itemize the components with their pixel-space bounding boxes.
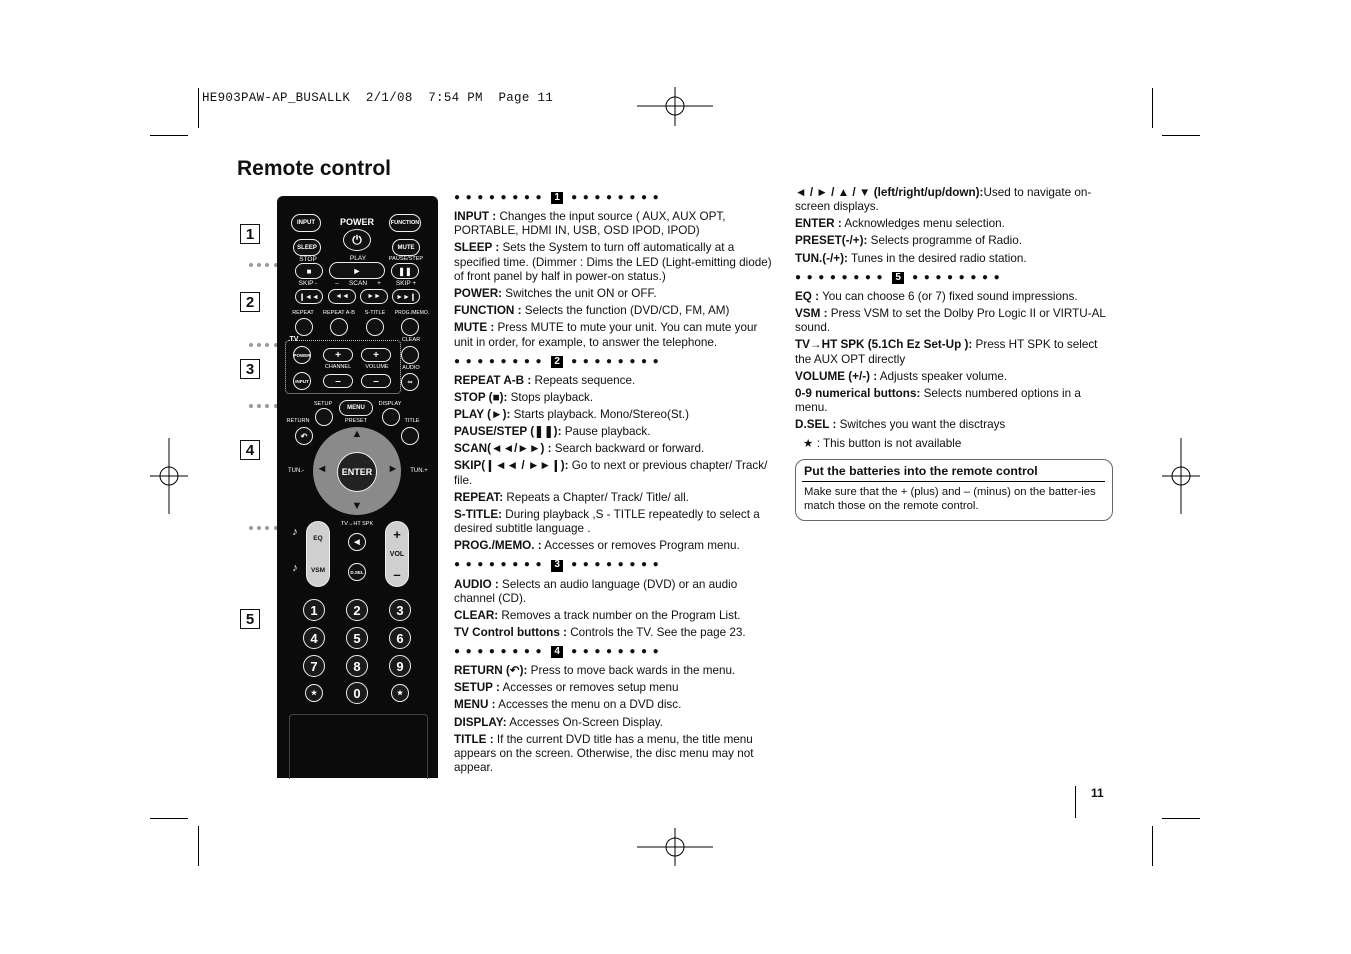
item-key: TITLE : <box>454 732 494 746</box>
item-text: Press VSM to set the Dolby Pro Logic II or VIRTU-AL sound. <box>795 306 1106 335</box>
down-arrow-icon: ▼ <box>351 500 363 512</box>
section-heading <box>795 270 1115 286</box>
description-item <box>795 307 1115 336</box>
page-number: 11 <box>1091 786 1104 800</box>
item-text: Press HT SPK to select the AUX OPT directly <box>795 338 1098 366</box>
digit-button: 9 <box>389 655 411 677</box>
item-key: PAUSE/STEP (❚❚): <box>454 425 562 439</box>
menu-button: MENU <box>339 400 373 416</box>
dot-leader: ●●●●●●●● <box>795 271 889 283</box>
dot-leader: ●●●●●●●● <box>571 355 665 367</box>
item-text: Accesses the menu on a DVD disc. <box>495 698 682 712</box>
skip-forward-icon: ►►❙ <box>392 289 420 304</box>
item-key: POWER: <box>454 287 503 301</box>
item-text: Search backward or forward. <box>551 442 705 456</box>
repeat-icon <box>295 318 313 336</box>
item-text: Selects numbered options in a menu. <box>795 386 1081 415</box>
audio-label: AUDIO <box>402 365 420 371</box>
item-key: TV Control buttons : <box>454 625 567 639</box>
section-number: 3 <box>551 560 563 572</box>
section-heading <box>454 190 774 206</box>
item-text: Tunes in the desired radio station. <box>847 251 1027 265</box>
skip-minus-label: SKIP - <box>298 280 318 287</box>
description-item <box>454 609 774 623</box>
item-text: Switches the unit ON or OFF. <box>502 287 657 301</box>
description-item <box>795 338 1115 367</box>
vsm-label: VSM <box>310 566 326 574</box>
stop-icon: ■ <box>295 263 323 279</box>
vol-minus-icon: – <box>393 566 401 582</box>
item-text: Repeats sequence. <box>531 373 636 387</box>
item-text: Changes the input source ( AUX, AUX OPT, PORTABLE, HDMI IN, USB, OSD IPOD, IPOD) <box>454 210 726 238</box>
eq-label: EQ <box>313 534 323 542</box>
item-key: PLAY (►): <box>454 408 511 422</box>
item-key: PROG./MEMO. : <box>454 539 542 553</box>
left-arrow-icon: ◄ <box>316 463 328 475</box>
section-number: 1 <box>551 192 563 204</box>
channel-label: CHANNEL <box>324 364 352 370</box>
item-text: You can choose 6 (or 7) fixed sound impressions. <box>819 289 1078 303</box>
volume-plus-icon: + <box>361 348 391 362</box>
prog-memo-icon <box>401 318 419 336</box>
description-item <box>454 287 774 301</box>
return-label: RETURN <box>286 418 310 424</box>
volume-minus-icon: – <box>361 374 391 388</box>
eq-vsm-rocker <box>306 521 330 587</box>
section-marker: 2 <box>240 292 260 312</box>
item-key: FUNCTION : <box>454 304 522 318</box>
scan-label: SCAN <box>348 280 368 287</box>
dot-leader: ●●●●●●●● <box>571 646 665 658</box>
item-key: ◄ / ► / ▲ / ▼ (left/right/up/down): <box>795 186 984 199</box>
remote-sensor-window <box>289 714 428 779</box>
item-key: INPUT : <box>454 210 497 223</box>
item-key: DISPLAY: <box>454 715 507 729</box>
scan-forward-icon: ►► <box>360 289 388 304</box>
description-item <box>795 234 1115 248</box>
description-item <box>454 210 774 239</box>
dot-leader: ●●●●●●●● <box>571 191 665 203</box>
battery-box-body: Make sure that the + (plus) and – (minus) on the batter-ies match those on the remote control. <box>804 486 1096 512</box>
item-text: Accesses or removes setup menu <box>499 681 679 695</box>
description-item <box>795 418 1115 432</box>
item-key: SETUP : <box>454 681 500 695</box>
enter-button: ENTER <box>337 452 377 492</box>
item-text: Accesses On-Screen Display. <box>506 715 663 729</box>
item-key: SLEEP : <box>454 241 500 255</box>
description-item <box>795 252 1115 266</box>
availability-note <box>795 437 1115 451</box>
description-item <box>454 391 774 405</box>
speaker-icon: ◀ <box>348 533 366 551</box>
item-key: VOLUME (+/-) : <box>795 369 878 383</box>
item-key: RETURN (↶): <box>454 664 528 678</box>
dot-leader: ●●●●●●●● <box>912 271 1006 283</box>
section-number: 4 <box>551 646 563 658</box>
prog-memo-label: PROG./MEMO. <box>394 310 430 316</box>
digit-button: 2 <box>346 599 368 621</box>
item-text: Press to move back wards in the menu. <box>527 664 736 678</box>
dot-leader: ●●●●●●●● <box>454 646 548 658</box>
return-icon: ↶ <box>295 427 313 445</box>
item-key: SCAN(◄◄/►►) : <box>454 442 552 456</box>
note-text: : This button is not available <box>813 436 962 450</box>
input-button: INPUT <box>291 214 321 232</box>
dot-leader: ●●●●●●●● <box>454 191 548 203</box>
description-item <box>454 425 774 439</box>
description-item <box>454 321 774 350</box>
section-marker: 4 <box>240 440 260 460</box>
s-title-label: S-TITLE <box>364 310 386 316</box>
description-item <box>454 716 774 730</box>
battery-info-box <box>795 459 1113 521</box>
section-number: 5 <box>892 272 904 284</box>
digit-button: 8 <box>346 655 368 677</box>
section-marker: 3 <box>240 359 260 379</box>
item-text: Stops playback. <box>507 390 594 404</box>
description-item <box>454 681 774 695</box>
remote-control-illustration <box>277 196 438 778</box>
sleep-button: SLEEP <box>293 239 321 256</box>
preset-label: PRESET <box>344 418 367 424</box>
digit-button: 5 <box>346 627 368 649</box>
digit-button: 4 <box>303 627 325 649</box>
tv-ht-spk-label: TV→HT SPK <box>340 521 374 527</box>
item-text: Sets the System to turn off automatically at a specified time. (Dimmer : Dims the LED (Light-emitting diode) of front panel by half in power-on status.) <box>454 241 772 283</box>
vol-plus-icon: + <box>393 526 401 542</box>
right-arrow-icon: ► <box>387 463 399 475</box>
item-key: D.SEL : <box>795 418 837 432</box>
mute-button: MUTE <box>392 239 420 256</box>
item-key: PRESET(-/+): <box>795 234 868 248</box>
item-text: Starts playback. Mono/Stereo(St.) <box>510 408 690 422</box>
item-text: Selects an audio language (DVD) or an audio channel (CD). <box>454 577 738 605</box>
item-text: During playback ,S - TITLE repeatedly to select a desired subtitle language . <box>454 507 760 536</box>
description-item <box>454 698 774 712</box>
power-label: POWER <box>339 217 374 227</box>
description-item <box>454 578 774 607</box>
description-item <box>454 508 774 537</box>
item-key: 0-9 numerical buttons: <box>795 386 921 400</box>
title-label: TITLE <box>404 418 420 424</box>
section-marker: 1 <box>240 224 260 244</box>
item-text: Acknowledges menu selection. <box>841 217 1005 231</box>
section-heading <box>454 558 774 574</box>
description-item <box>454 664 774 678</box>
description-item <box>795 370 1115 384</box>
item-key: MENU : <box>454 698 496 712</box>
function-button: FUNCTION <box>389 214 421 232</box>
battery-box-rule <box>802 481 1105 482</box>
tun-plus-label: TUN.+ <box>410 468 428 474</box>
item-key: REPEAT A-B : <box>454 373 532 387</box>
repeat-ab-label: REPEAT A-B <box>323 310 355 316</box>
description-item <box>454 733 774 776</box>
item-key: TUN.(-/+): <box>795 251 848 265</box>
star-button: ★ <box>305 684 323 702</box>
item-key: MUTE : <box>454 321 495 335</box>
channel-minus-icon: – <box>323 374 353 388</box>
item-text: Go to next or previous chapter/ Track/ file. <box>454 459 768 487</box>
item-text: Used to navigate on-screen displays. <box>795 186 1092 214</box>
item-key: S-TITLE: <box>454 507 503 521</box>
dsel-button: D.SEL <box>348 563 366 581</box>
section-heading <box>454 354 774 370</box>
digit-button: 1 <box>303 599 325 621</box>
description-item <box>454 491 774 505</box>
item-key: TV→HT SPK (5.1Ch Ez Set-Up ): <box>795 338 973 352</box>
item-text: Adjusts speaker volume. <box>877 369 1008 383</box>
setup-label: SETUP <box>313 401 333 407</box>
stop-label: STOP <box>299 256 317 263</box>
item-key: VSM : <box>795 306 828 320</box>
item-key: CLEAR: <box>454 608 499 622</box>
music-note-icon: ♪ <box>292 526 298 538</box>
description-item <box>454 241 774 284</box>
volume-rocker <box>385 521 409 587</box>
play-label: PLAY <box>349 255 367 262</box>
tv-input-button: INPUT <box>293 372 311 390</box>
description-item <box>795 186 1115 215</box>
description-item <box>795 290 1115 304</box>
clear-label: CLEAR <box>401 337 421 343</box>
tv-power-button: POWER <box>293 346 311 364</box>
item-text: Switches you want the disctrays <box>836 418 1006 432</box>
item-text: If the current DVD title has a menu, the title menu appears on the screen. Otherwise, the disc menu may not appear. <box>454 732 754 775</box>
description-item <box>454 374 774 388</box>
vol-label: VOL <box>389 550 405 558</box>
skip-back-icon: ❙◄◄ <box>295 289 323 304</box>
repeat-label: REPEAT <box>292 310 314 316</box>
scan-plus-label: + <box>377 280 381 287</box>
scan-minus-label: – <box>335 280 339 287</box>
description-item <box>454 304 774 318</box>
item-text: Repeats a Chapter/ Track/ Title/ all. <box>503 490 689 504</box>
music-note-icon: ♪ <box>292 562 298 574</box>
dot-leader: ●●●●●●●● <box>454 355 548 367</box>
job-header-line: HE903PAW-AP_BUSALLK 2/1/08 7:54 PM Page 11 <box>202 91 554 105</box>
clear-icon <box>401 346 419 364</box>
item-text: Controls the TV. See the page 23. <box>566 625 746 639</box>
item-text: Press MUTE to mute your unit. You can mute your unit in order, for example, to answer the telephone. <box>454 321 758 349</box>
tun-minus-label: TUN.- <box>288 468 304 474</box>
item-text: Pause playback. <box>561 425 651 439</box>
description-item <box>795 217 1115 231</box>
digit-button: 3 <box>389 599 411 621</box>
section-marker: 5 <box>240 609 260 629</box>
item-text: Accesses or removes Program menu. <box>541 539 740 553</box>
item-key: STOP (■): <box>454 390 508 404</box>
right-text-column <box>795 186 1115 454</box>
item-key: REPEAT: <box>454 490 504 504</box>
item-key: SKIP(❙◄◄ / ►►❙): <box>454 459 569 473</box>
middle-text-column <box>454 186 774 778</box>
skip-plus-label: SKIP + <box>395 280 417 287</box>
subtitle-icon <box>366 318 384 336</box>
volume-label: VOLUME <box>365 364 389 370</box>
star-icon: ★ <box>803 436 814 450</box>
item-text: Selects the function (DVD/CD, FM, AM) <box>521 304 730 318</box>
scan-back-icon: ◄◄ <box>328 289 356 304</box>
dot-leader: ●●●●●●●● <box>454 559 548 571</box>
repeat-ab-icon <box>330 318 348 336</box>
description-item <box>454 539 774 553</box>
audio-icon: ∞ <box>401 373 419 391</box>
setup-icon <box>315 408 333 426</box>
up-arrow-icon: ▲ <box>351 428 363 440</box>
section-heading <box>454 644 774 660</box>
item-text: Selects programme of Radio. <box>867 234 1023 248</box>
item-text: Removes a track number on the Program List. <box>498 608 741 622</box>
power-icon: ⏻ <box>343 229 371 251</box>
dot-leader: ●●●●●●●● <box>571 559 665 571</box>
item-key: EQ : <box>795 289 820 303</box>
description-item <box>454 442 774 456</box>
description-item <box>454 626 774 640</box>
battery-box-title: Put the batteries into the remote control <box>804 464 1038 478</box>
display-label: DISPLAY <box>378 401 402 407</box>
star-button: ★ <box>391 684 409 702</box>
play-icon: ► <box>329 262 385 279</box>
item-key: ENTER : <box>795 217 842 231</box>
item-key: AUDIO : <box>454 577 499 591</box>
digit-button: 0 <box>346 682 368 704</box>
channel-plus-icon: + <box>323 348 353 362</box>
description-item <box>795 387 1115 416</box>
section-number: 2 <box>551 356 563 368</box>
description-item <box>454 408 774 422</box>
digit-button: 7 <box>303 655 325 677</box>
page-title: Remote control <box>237 157 392 180</box>
tv-label: TV <box>289 336 299 343</box>
pause-icon: ❚❚ <box>391 263 419 279</box>
pause-label: PAUSE/STEP <box>388 256 424 262</box>
title-icon <box>401 427 419 445</box>
description-item <box>454 459 774 488</box>
digit-button: 6 <box>389 627 411 649</box>
